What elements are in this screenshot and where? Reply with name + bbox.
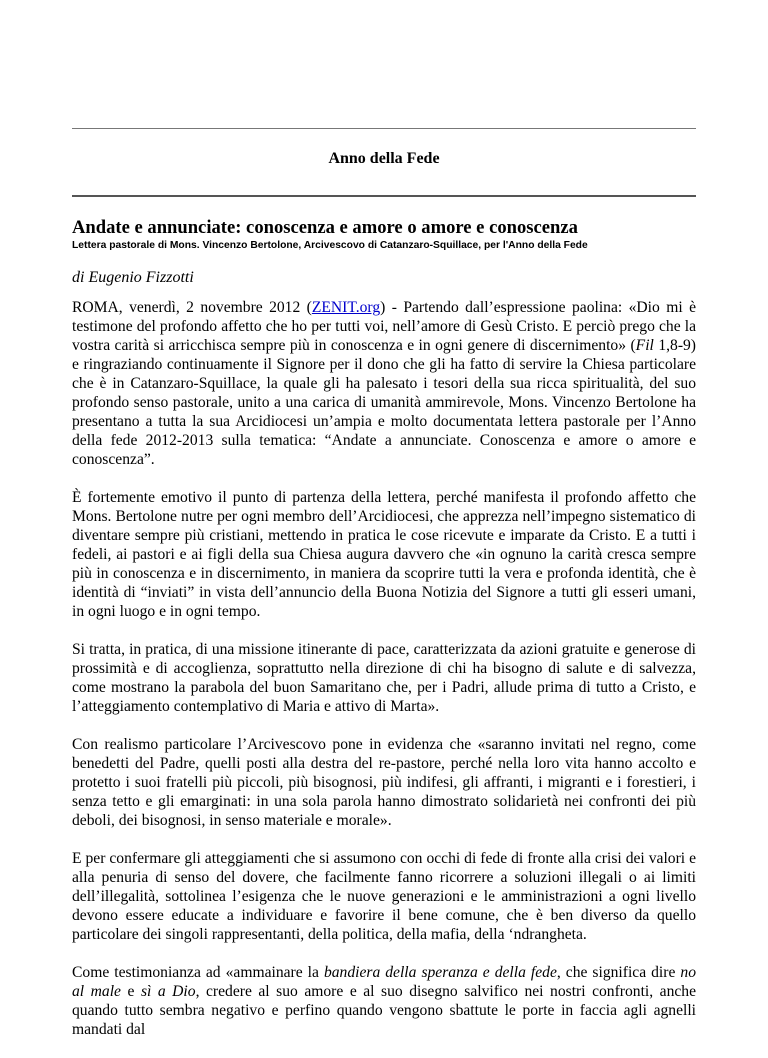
- top-divider: [72, 128, 696, 129]
- emphasis-no-al-male: no al male: [72, 964, 696, 1000]
- paragraph-2: È fortemente emotivo il punto di partenza della lettera, perché manifesta il profondo affetto che Mons. Bertolone nutre per ogni membro dell’Arcidiocesi, che apprezza nell’impegno sistematico di diventare sempre più cristiani, mettendo in pratica le cose ricevute e imparate da Cristo. E a tutti i fedeli, ai pastori e ai figli della sua Chiesa augura davvero che «in ognuno la carità cresca sempre più in conoscenza e in discernimento, in maniera da scoprire tutti la vera e profonda identità, che è identità di “inviati” in vista dell’annuncio della Buona Notizia del Signore a tutti gli esseri umani, in ogni luogo e in ogni tempo.: [72, 489, 696, 620]
- article-title: Andate e annunciate: conoscenza e amore o amore e conoscenza: [72, 217, 578, 238]
- emphasis-si-a-dio: sì a Dio: [140, 983, 196, 1000]
- paragraph-6-text-c: , credere al suo amore e al suo disegno salvifico nei nostri confronti, anche quando tutto sembra negativo e perfino quando vengono sbattute le porte in faccia agli agnelli mandati dal: [72, 983, 697, 1038]
- paragraph-6-lead: Come testimonianza ad «ammainare la: [72, 964, 324, 981]
- dateline: ROMA, venerdì, 2 novembre 2012 (: [72, 299, 312, 316]
- paragraph-5: E per confermare gli atteggiamenti che si assumono con occhi di fede di fronte alla crisi dei valori e alla penuria di senso del dovere, che facilmente fanno ricorrere a soluzioni illegali o ai limiti dell’illegalità, sottolinea l’esigenza che le nuove generazioni e le amministrazioni a ogni livello devono essere educate a individuare e favorire il bene comune, che è ben diverso da quello particolare dei singoli rappresentanti, della politica, della mafia, della ‘ndrangheta.: [72, 850, 696, 943]
- article-body: [72, 298, 696, 1058]
- paragraph-1-text-b: 1,8-9) e ringraziando continuamente il Signore per il dono che gli ha fatto di servire la Chiesa particolare che è in Catanzaro-Squillace, la quale gli ha palesato i tesori della sua ricca spiritualità, del suo profondo senso pastorale, unito a una carica di umanità ammirevole, Mons. Vincenzo Bertolone ha presentano a tutta la sua Arcidiocesi un’ampia e molto documentata lettera pastorale per l’Anno della fede 2012-2013 sulla tematica: “Andate a annunciate. Conoscenza e amore o amore e conoscenza”.: [72, 337, 696, 468]
- paragraph-4: Con realismo particolare l’Arcivescovo pone in evidenza che «saranno invitati nel regno, come benedetti del Padre, quelli posti alla destra del re-pastore, perché nella loro vita hanno accolto e protetto i suoi fratelli più piccoli, più bisognosi, più indifesi, gli affranti, i migranti e i forestieri, i senza tetto e gli emarginati: in una sola parola hanno dimostrato solidarietà nei confronti dei più deboli, dei bisognosi, in senso materiale e morale».: [72, 736, 696, 829]
- paragraph-3: Si tratta, in pratica, di una missione itinerante di pace, caratterizzata da azioni gratuite e generose di prossimità e di accoglienza, soprattutto nella direzione di chi ha bisogno di salute e di salvezza, come mostrano la parabola del buon Samaritano che, per i Padri, allude prima di tutto a Cristo, e l’atteggiamento contemplativo di Maria e attivo di Marta».: [72, 641, 696, 715]
- paragraph-6-text-b: e: [120, 983, 141, 1000]
- scripture-book: Fil: [635, 337, 654, 354]
- article-subtitle: Lettera pastorale di Mons. Vincenzo Bertolone, Arcivescovo di Catanzaro-Squillace, per l'Anno della Fede: [72, 240, 588, 251]
- section-title: Anno della Fede: [328, 150, 440, 167]
- paragraph-6-text-a: , che significa dire: [556, 964, 681, 981]
- paragraph-1: [72, 298, 696, 469]
- zenit-link[interactable]: ZENIT.org: [311, 299, 381, 316]
- bottom-divider: [72, 195, 696, 197]
- article-byline: di Eugenio Fizzotti: [72, 269, 194, 286]
- paragraph-1-text-a: ) - Partendo dall’espressione paolina: «Dio mi è testimone del profondo affetto che ho per tutti voi, nell’amore di Gesù Cristo. E perciò prego che la vostra carità si arricchisca sempre più in conoscenza e in ogni genere di discernimento» (: [72, 299, 696, 354]
- emphasis-bandiera: bandiera della speranza e della fede: [323, 964, 557, 981]
- paragraph-6: [72, 963, 696, 1039]
